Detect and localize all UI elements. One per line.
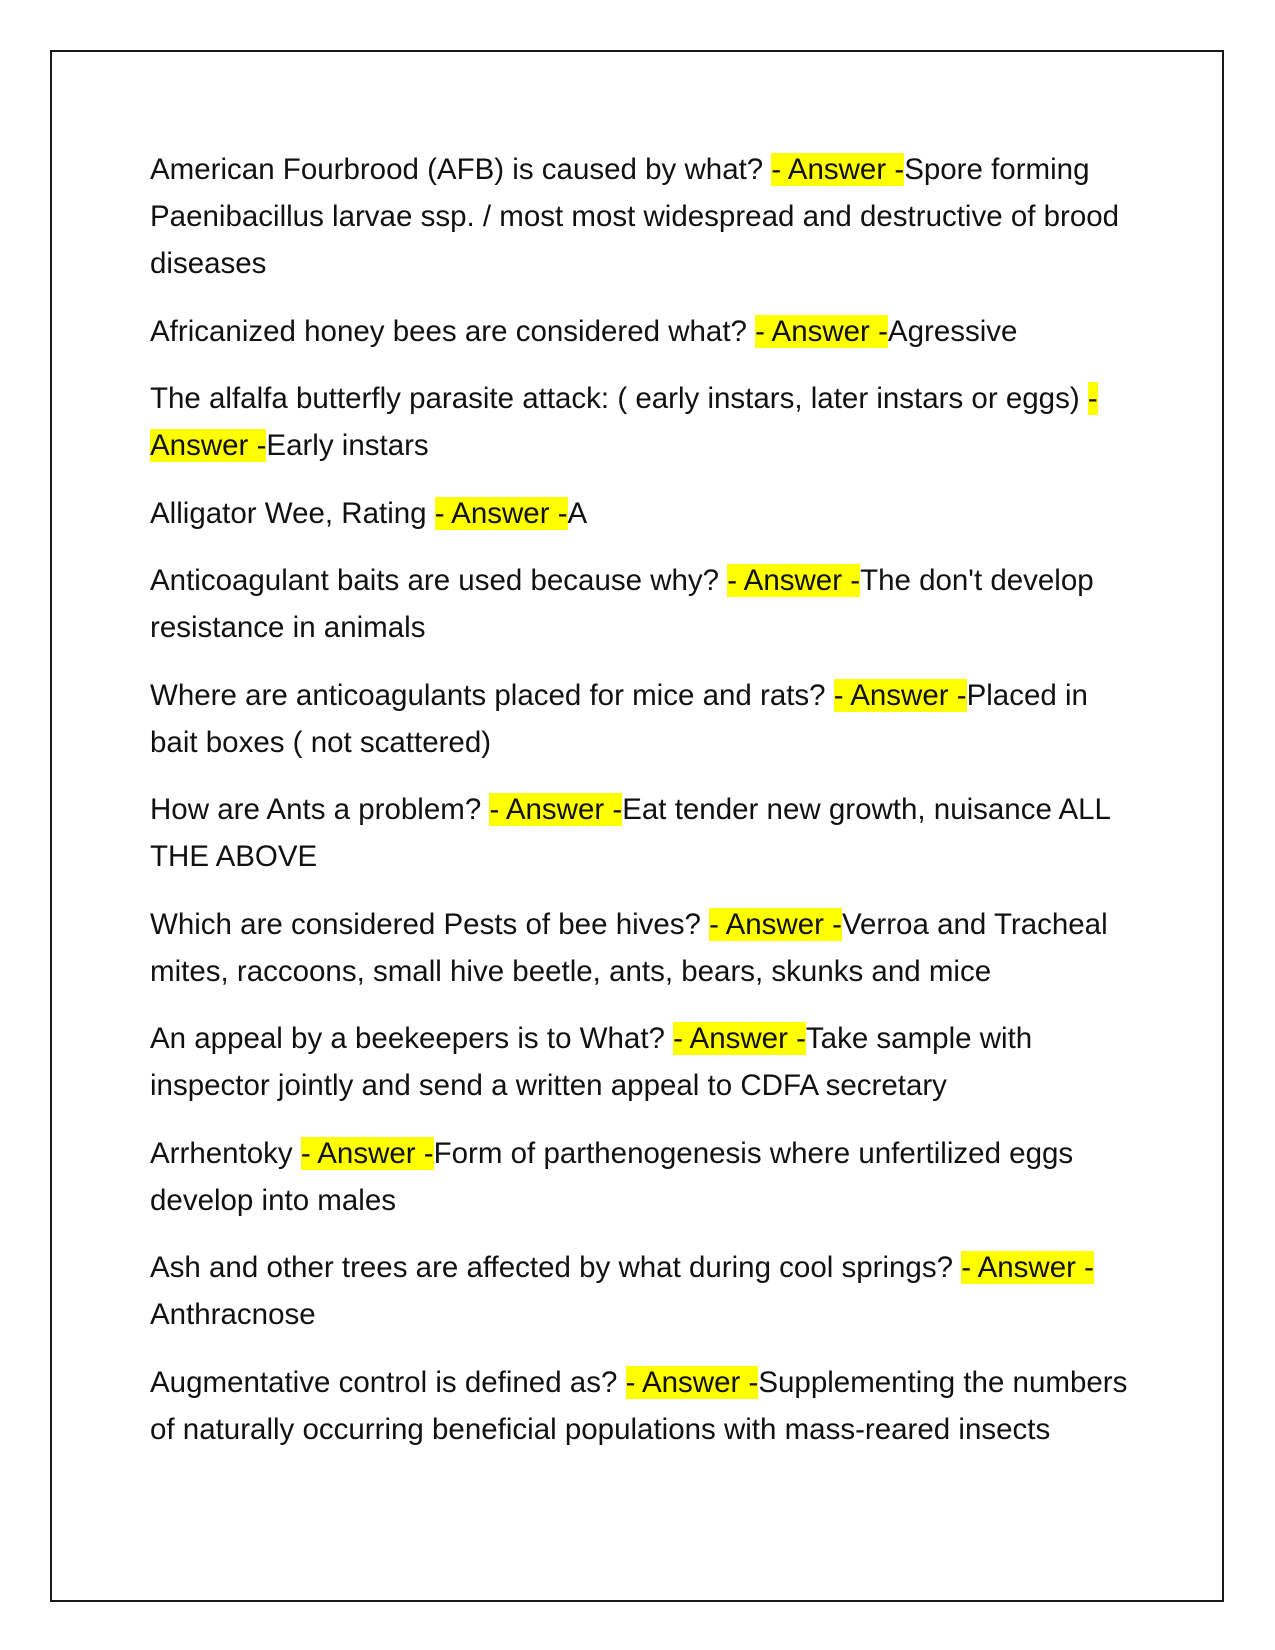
answer-text: Eat tender new growth, nuisance ALL THE ABOVE	[150, 793, 1110, 873]
question-text: American Fourbrood (AFB) is caused by what?	[150, 153, 772, 186]
question-text: Arrhentoky	[150, 1136, 301, 1170]
answer-text: Supplementing the numbers of naturally occurring beneficial populations with mass-reared insects	[150, 1365, 1128, 1446]
qa-entry	[150, 490, 1135, 537]
answer-marker: - Answer -	[709, 907, 842, 941]
answer-marker: - Answer -	[489, 793, 623, 826]
qa-list	[150, 146, 1135, 1473]
answer-marker: - Answer -	[673, 1022, 806, 1055]
question-text: Anticoagulant baits are used because why?	[150, 564, 728, 597]
answer-text: Placed in bait boxes ( not scattered)	[150, 678, 1088, 759]
answer-text: Spore forming Paenibacillus larvae ssp. / most most widespread and destructive of brood diseases	[150, 153, 1120, 280]
answer-text: The don't develop resistance in animals	[150, 564, 1094, 644]
qa-entry	[150, 901, 1135, 995]
answer-marker: - Answer -	[150, 382, 1098, 462]
answer-marker: - Answer -	[833, 678, 967, 712]
question-text: How are Ants a problem?	[150, 793, 490, 826]
answer-marker: - Answer -	[727, 564, 861, 597]
question-text: Alligator Wee, Rating	[150, 496, 435, 530]
answer-text: Take sample with inspector jointly and send a written appeal to CDFA secretary	[150, 1022, 1033, 1102]
answer-text: A	[567, 496, 588, 530]
qa-entry	[150, 1015, 1135, 1109]
question-text: Augmentative control is defined as?	[150, 1365, 626, 1399]
qa-entry	[150, 1359, 1135, 1453]
question-text: Where are anticoagulants placed for mice and rats?	[150, 678, 834, 712]
qa-entry	[150, 1244, 1135, 1338]
answer-marker: - Answer -	[434, 496, 568, 530]
qa-entry	[150, 1130, 1135, 1224]
answer-marker: - Answer -	[961, 1251, 1094, 1284]
answer-marker: - Answer -	[755, 314, 888, 348]
qa-entry	[150, 672, 1135, 766]
answer-marker: - Answer -	[771, 153, 905, 186]
question-text: Which are considered Pests of bee hives?	[150, 907, 710, 941]
answer-marker: - Answer -	[300, 1136, 434, 1170]
question-text: Africanized honey bees are considered what?	[150, 314, 756, 348]
question-text: An appeal by a beekeepers is to What?	[150, 1022, 674, 1055]
qa-entry	[150, 557, 1135, 651]
answer-text: Verroa and Tracheal mites, raccoons, small hive beetle, ants, bears, skunks and mice	[150, 907, 1108, 988]
question-text: Ash and other trees are affected by what during cool springs?	[150, 1251, 962, 1284]
question-text: The alfalfa butterfly parasite attack: ( early instars, later instars or eggs)	[150, 382, 1088, 415]
qa-entry	[150, 308, 1135, 355]
qa-entry	[150, 786, 1135, 880]
answer-text: Early instars	[266, 429, 429, 462]
answer-text: Anthracnose	[150, 1298, 316, 1331]
qa-entry	[150, 146, 1135, 287]
answer-text: Form of parthenogenesis where unfertilized eggs develop into males	[150, 1136, 1074, 1217]
qa-entry	[150, 375, 1135, 469]
answer-text: Agressive	[887, 314, 1018, 348]
answer-marker: - Answer -	[625, 1365, 759, 1399]
